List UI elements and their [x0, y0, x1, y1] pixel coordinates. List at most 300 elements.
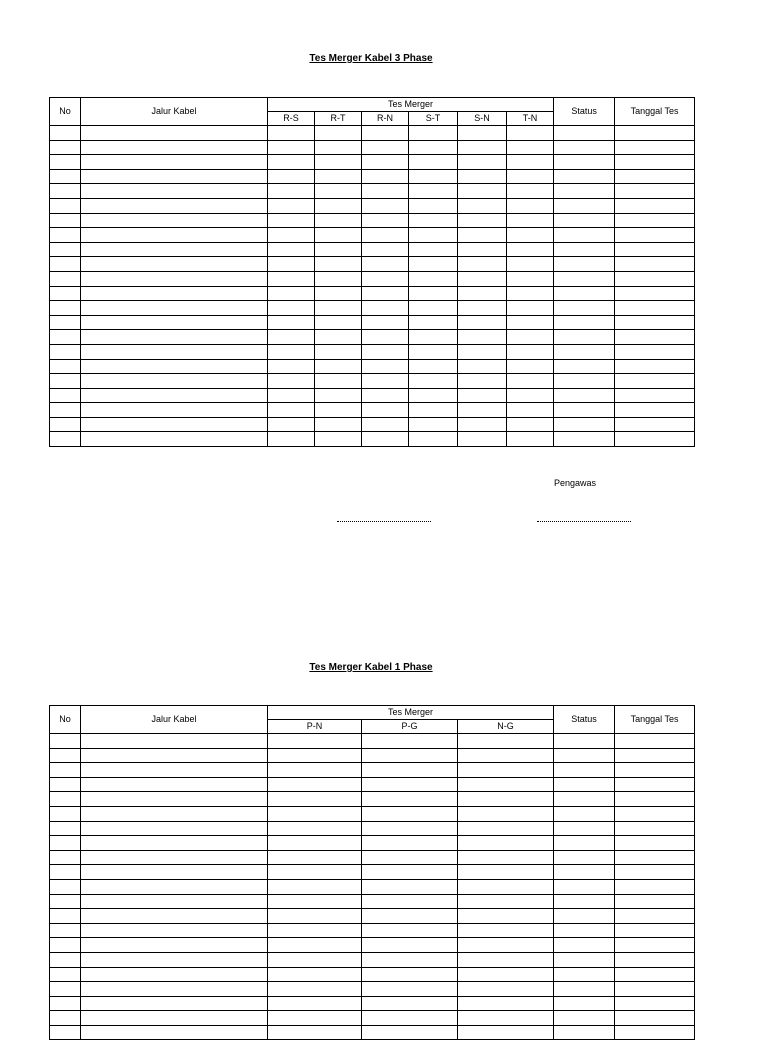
- table-cell[interactable]: [362, 388, 409, 403]
- table-cell[interactable]: [554, 417, 615, 432]
- table-cell[interactable]: [615, 865, 695, 880]
- table-cell[interactable]: [458, 879, 554, 894]
- table-cell[interactable]: [458, 777, 554, 792]
- table-cell[interactable]: [554, 140, 615, 155]
- table-cell[interactable]: [458, 315, 507, 330]
- table-cell[interactable]: [81, 286, 268, 301]
- table-cell[interactable]: [554, 792, 615, 807]
- table-cell[interactable]: [615, 836, 695, 851]
- table-cell[interactable]: [362, 792, 458, 807]
- table-cell[interactable]: [615, 330, 695, 345]
- table-cell[interactable]: [268, 432, 315, 447]
- table-cell[interactable]: [50, 879, 81, 894]
- table-cell[interactable]: [554, 734, 615, 749]
- table-cell[interactable]: [50, 952, 81, 967]
- table-cell[interactable]: [615, 257, 695, 272]
- table-cell[interactable]: [554, 1025, 615, 1040]
- table-cell[interactable]: [554, 982, 615, 997]
- table-cell[interactable]: [81, 359, 268, 374]
- table-cell[interactable]: [615, 894, 695, 909]
- table-cell[interactable]: [554, 763, 615, 778]
- table-cell[interactable]: [554, 198, 615, 213]
- table-cell[interactable]: [81, 403, 268, 418]
- table-cell[interactable]: [81, 213, 268, 228]
- table-cell[interactable]: [615, 982, 695, 997]
- table-cell[interactable]: [554, 952, 615, 967]
- table-cell[interactable]: [458, 1011, 554, 1026]
- table-cell[interactable]: [268, 140, 315, 155]
- table-cell[interactable]: [81, 967, 268, 982]
- table-cell[interactable]: [362, 821, 458, 836]
- table-cell[interactable]: [458, 140, 507, 155]
- table-cell[interactable]: [362, 417, 409, 432]
- table-cell[interactable]: [81, 879, 268, 894]
- table-cell[interactable]: [315, 374, 362, 389]
- table-cell[interactable]: [554, 821, 615, 836]
- table-cell[interactable]: [81, 952, 268, 967]
- table-cell[interactable]: [615, 286, 695, 301]
- table-cell[interactable]: [268, 909, 362, 924]
- table-cell[interactable]: [315, 271, 362, 286]
- table-cell[interactable]: [362, 952, 458, 967]
- table-cell[interactable]: [615, 879, 695, 894]
- table-cell[interactable]: [81, 388, 268, 403]
- table-cell[interactable]: [409, 271, 458, 286]
- table-cell[interactable]: [362, 806, 458, 821]
- table-cell[interactable]: [268, 821, 362, 836]
- table-cell[interactable]: [81, 184, 268, 199]
- table-cell[interactable]: [507, 301, 554, 316]
- table-cell[interactable]: [315, 417, 362, 432]
- table-cell[interactable]: [50, 909, 81, 924]
- table-cell[interactable]: [554, 155, 615, 170]
- table-cell[interactable]: [50, 271, 81, 286]
- table-cell[interactable]: [315, 330, 362, 345]
- table-cell[interactable]: [554, 748, 615, 763]
- table-cell[interactable]: [615, 763, 695, 778]
- table-cell[interactable]: [458, 734, 554, 749]
- table-cell[interactable]: [81, 140, 268, 155]
- table-cell[interactable]: [81, 198, 268, 213]
- table-cell[interactable]: [554, 315, 615, 330]
- table-cell[interactable]: [458, 792, 554, 807]
- table-cell[interactable]: [81, 821, 268, 836]
- table-cell[interactable]: [458, 894, 554, 909]
- table-cell[interactable]: [615, 184, 695, 199]
- table-cell[interactable]: [81, 836, 268, 851]
- table-cell[interactable]: [362, 982, 458, 997]
- table-cell[interactable]: [507, 271, 554, 286]
- table-cell[interactable]: [50, 315, 81, 330]
- table-cell[interactable]: [458, 763, 554, 778]
- table-cell[interactable]: [50, 821, 81, 836]
- table-cell[interactable]: [81, 894, 268, 909]
- table-cell[interactable]: [409, 388, 458, 403]
- table-cell[interactable]: [268, 1025, 362, 1040]
- table-cell[interactable]: [81, 1011, 268, 1026]
- table-cell[interactable]: [458, 330, 507, 345]
- table-cell[interactable]: [554, 879, 615, 894]
- table-cell[interactable]: [50, 967, 81, 982]
- table-cell[interactable]: [409, 359, 458, 374]
- table-cell[interactable]: [50, 836, 81, 851]
- table-cell[interactable]: [362, 865, 458, 880]
- table-cell[interactable]: [362, 836, 458, 851]
- table-cell[interactable]: [81, 169, 268, 184]
- table-cell[interactable]: [458, 821, 554, 836]
- table-cell[interactable]: [615, 923, 695, 938]
- table-cell[interactable]: [615, 155, 695, 170]
- table-cell[interactable]: [362, 967, 458, 982]
- table-cell[interactable]: [362, 213, 409, 228]
- table-cell[interactable]: [615, 228, 695, 243]
- table-cell[interactable]: [50, 894, 81, 909]
- table-cell[interactable]: [315, 257, 362, 272]
- table-cell[interactable]: [615, 850, 695, 865]
- table-cell[interactable]: [554, 374, 615, 389]
- table-cell[interactable]: [50, 938, 81, 953]
- table-cell[interactable]: [362, 315, 409, 330]
- table-cell[interactable]: [409, 417, 458, 432]
- table-cell[interactable]: [554, 909, 615, 924]
- table-cell[interactable]: [50, 198, 81, 213]
- table-cell[interactable]: [81, 228, 268, 243]
- table-cell[interactable]: [458, 836, 554, 851]
- table-cell[interactable]: [409, 228, 458, 243]
- table-cell[interactable]: [362, 777, 458, 792]
- table-cell[interactable]: [409, 126, 458, 141]
- table-cell[interactable]: [458, 748, 554, 763]
- table-cell[interactable]: [507, 286, 554, 301]
- table-cell[interactable]: [409, 403, 458, 418]
- table-cell[interactable]: [458, 155, 507, 170]
- table-cell[interactable]: [268, 198, 315, 213]
- table-cell[interactable]: [554, 432, 615, 447]
- table-cell[interactable]: [409, 140, 458, 155]
- table-cell[interactable]: [81, 417, 268, 432]
- table-cell[interactable]: [615, 344, 695, 359]
- table-cell[interactable]: [81, 242, 268, 257]
- table-cell[interactable]: [81, 850, 268, 865]
- table-cell[interactable]: [554, 850, 615, 865]
- table-cell[interactable]: [50, 374, 81, 389]
- table-cell[interactable]: [50, 806, 81, 821]
- table-cell[interactable]: [315, 344, 362, 359]
- table-cell[interactable]: [50, 228, 81, 243]
- table-cell[interactable]: [554, 330, 615, 345]
- table-cell[interactable]: [315, 359, 362, 374]
- table-cell[interactable]: [458, 996, 554, 1011]
- table-cell[interactable]: [409, 315, 458, 330]
- table-cell[interactable]: [615, 792, 695, 807]
- table-cell[interactable]: [81, 996, 268, 1011]
- table-cell[interactable]: [554, 1011, 615, 1026]
- table-cell[interactable]: [507, 140, 554, 155]
- table-cell[interactable]: [458, 1025, 554, 1040]
- table-cell[interactable]: [50, 982, 81, 997]
- table-cell[interactable]: [50, 155, 81, 170]
- table-cell[interactable]: [615, 1011, 695, 1026]
- table-cell[interactable]: [268, 403, 315, 418]
- table-cell[interactable]: [268, 734, 362, 749]
- table-cell[interactable]: [554, 301, 615, 316]
- table-cell[interactable]: [268, 301, 315, 316]
- table-cell[interactable]: [268, 184, 315, 199]
- table-cell[interactable]: [615, 748, 695, 763]
- table-cell[interactable]: [268, 777, 362, 792]
- table-cell[interactable]: [458, 301, 507, 316]
- table-cell[interactable]: [615, 213, 695, 228]
- table-cell[interactable]: [507, 213, 554, 228]
- table-cell[interactable]: [615, 909, 695, 924]
- table-cell[interactable]: [615, 734, 695, 749]
- table-cell[interactable]: [615, 126, 695, 141]
- table-cell[interactable]: [409, 344, 458, 359]
- table-cell[interactable]: [81, 374, 268, 389]
- table-cell[interactable]: [362, 734, 458, 749]
- table-cell[interactable]: [81, 865, 268, 880]
- table-cell[interactable]: [50, 126, 81, 141]
- table-cell[interactable]: [268, 967, 362, 982]
- table-cell[interactable]: [50, 432, 81, 447]
- table-cell[interactable]: [615, 198, 695, 213]
- table-cell[interactable]: [268, 388, 315, 403]
- table-cell[interactable]: [268, 228, 315, 243]
- table-cell[interactable]: [362, 763, 458, 778]
- table-cell[interactable]: [362, 909, 458, 924]
- table-cell[interactable]: [50, 850, 81, 865]
- table-cell[interactable]: [458, 286, 507, 301]
- table-cell[interactable]: [50, 748, 81, 763]
- table-cell[interactable]: [409, 242, 458, 257]
- table-cell[interactable]: [362, 1025, 458, 1040]
- table-cell[interactable]: [554, 286, 615, 301]
- table-cell[interactable]: [268, 806, 362, 821]
- table-cell[interactable]: [315, 169, 362, 184]
- table-cell[interactable]: [507, 126, 554, 141]
- table-cell[interactable]: [507, 169, 554, 184]
- table-cell[interactable]: [50, 330, 81, 345]
- table-cell[interactable]: [458, 909, 554, 924]
- table-cell[interactable]: [507, 242, 554, 257]
- table-cell[interactable]: [268, 879, 362, 894]
- table-cell[interactable]: [50, 923, 81, 938]
- table-cell[interactable]: [362, 748, 458, 763]
- table-cell[interactable]: [362, 228, 409, 243]
- table-cell[interactable]: [615, 315, 695, 330]
- table-cell[interactable]: [268, 923, 362, 938]
- table-cell[interactable]: [409, 301, 458, 316]
- table-cell[interactable]: [268, 242, 315, 257]
- table-cell[interactable]: [268, 894, 362, 909]
- table-cell[interactable]: [50, 777, 81, 792]
- table-cell[interactable]: [507, 374, 554, 389]
- table-cell[interactable]: [362, 169, 409, 184]
- table-cell[interactable]: [315, 315, 362, 330]
- table-cell[interactable]: [81, 301, 268, 316]
- table-cell[interactable]: [50, 169, 81, 184]
- table-cell[interactable]: [409, 432, 458, 447]
- table-cell[interactable]: [81, 155, 268, 170]
- table-cell[interactable]: [81, 344, 268, 359]
- table-cell[interactable]: [81, 1025, 268, 1040]
- table-cell[interactable]: [507, 330, 554, 345]
- table-cell[interactable]: [458, 952, 554, 967]
- table-cell[interactable]: [268, 850, 362, 865]
- table-cell[interactable]: [50, 792, 81, 807]
- table-cell[interactable]: [81, 923, 268, 938]
- table-cell[interactable]: [615, 403, 695, 418]
- table-cell[interactable]: [50, 734, 81, 749]
- table-cell[interactable]: [615, 967, 695, 982]
- table-cell[interactable]: [615, 359, 695, 374]
- table-cell[interactable]: [315, 198, 362, 213]
- table-cell[interactable]: [362, 923, 458, 938]
- table-cell[interactable]: [268, 1011, 362, 1026]
- table-cell[interactable]: [50, 213, 81, 228]
- table-cell[interactable]: [268, 271, 315, 286]
- table-cell[interactable]: [409, 257, 458, 272]
- table-cell[interactable]: [615, 938, 695, 953]
- table-cell[interactable]: [362, 286, 409, 301]
- table-cell[interactable]: [554, 777, 615, 792]
- table-cell[interactable]: [268, 315, 315, 330]
- table-cell[interactable]: [615, 374, 695, 389]
- table-cell[interactable]: [315, 184, 362, 199]
- table-cell[interactable]: [458, 865, 554, 880]
- table-cell[interactable]: [554, 271, 615, 286]
- table-cell[interactable]: [507, 417, 554, 432]
- table-cell[interactable]: [81, 126, 268, 141]
- table-cell[interactable]: [554, 938, 615, 953]
- table-cell[interactable]: [268, 982, 362, 997]
- table-cell[interactable]: [458, 271, 507, 286]
- table-cell[interactable]: [50, 1011, 81, 1026]
- table-cell[interactable]: [362, 432, 409, 447]
- table-cell[interactable]: [81, 315, 268, 330]
- table-cell[interactable]: [409, 330, 458, 345]
- table-cell[interactable]: [268, 126, 315, 141]
- table-cell[interactable]: [50, 301, 81, 316]
- table-cell[interactable]: [362, 403, 409, 418]
- table-cell[interactable]: [615, 821, 695, 836]
- table-cell[interactable]: [554, 894, 615, 909]
- table-cell[interactable]: [81, 806, 268, 821]
- table-cell[interactable]: [507, 155, 554, 170]
- table-cell[interactable]: [554, 806, 615, 821]
- table-cell[interactable]: [268, 330, 315, 345]
- table-cell[interactable]: [315, 155, 362, 170]
- table-cell[interactable]: [362, 1011, 458, 1026]
- table-cell[interactable]: [315, 286, 362, 301]
- table-cell[interactable]: [409, 184, 458, 199]
- table-cell[interactable]: [268, 169, 315, 184]
- table-cell[interactable]: [615, 952, 695, 967]
- table-cell[interactable]: [50, 286, 81, 301]
- table-cell[interactable]: [458, 938, 554, 953]
- table-cell[interactable]: [615, 417, 695, 432]
- table-cell[interactable]: [315, 432, 362, 447]
- table-cell[interactable]: [554, 967, 615, 982]
- table-cell[interactable]: [50, 1025, 81, 1040]
- table-cell[interactable]: [615, 388, 695, 403]
- table-cell[interactable]: [458, 126, 507, 141]
- table-cell[interactable]: [458, 432, 507, 447]
- table-cell[interactable]: [554, 403, 615, 418]
- table-cell[interactable]: [81, 982, 268, 997]
- table-cell[interactable]: [50, 359, 81, 374]
- table-cell[interactable]: [409, 155, 458, 170]
- table-cell[interactable]: [615, 242, 695, 257]
- table-cell[interactable]: [554, 213, 615, 228]
- table-cell[interactable]: [50, 865, 81, 880]
- table-cell[interactable]: [458, 403, 507, 418]
- table-cell[interactable]: [409, 213, 458, 228]
- table-cell[interactable]: [615, 169, 695, 184]
- table-cell[interactable]: [315, 126, 362, 141]
- table-cell[interactable]: [50, 996, 81, 1011]
- table-cell[interactable]: [362, 301, 409, 316]
- table-cell[interactable]: [507, 198, 554, 213]
- table-cell[interactable]: [362, 257, 409, 272]
- table-cell[interactable]: [615, 140, 695, 155]
- table-cell[interactable]: [50, 344, 81, 359]
- table-cell[interactable]: [458, 967, 554, 982]
- table-cell[interactable]: [554, 359, 615, 374]
- table-cell[interactable]: [81, 271, 268, 286]
- table-cell[interactable]: [268, 865, 362, 880]
- table-cell[interactable]: [81, 938, 268, 953]
- table-cell[interactable]: [362, 198, 409, 213]
- table-cell[interactable]: [268, 359, 315, 374]
- table-cell[interactable]: [507, 432, 554, 447]
- table-cell[interactable]: [50, 242, 81, 257]
- table-cell[interactable]: [409, 169, 458, 184]
- table-cell[interactable]: [268, 952, 362, 967]
- table-cell[interactable]: [50, 417, 81, 432]
- table-cell[interactable]: [458, 344, 507, 359]
- table-cell[interactable]: [507, 388, 554, 403]
- table-cell[interactable]: [554, 228, 615, 243]
- table-cell[interactable]: [615, 432, 695, 447]
- table-cell[interactable]: [615, 271, 695, 286]
- table-cell[interactable]: [81, 748, 268, 763]
- table-cell[interactable]: [268, 763, 362, 778]
- table-cell[interactable]: [268, 792, 362, 807]
- table-cell[interactable]: [554, 388, 615, 403]
- table-cell[interactable]: [268, 748, 362, 763]
- table-cell[interactable]: [458, 388, 507, 403]
- table-cell[interactable]: [268, 344, 315, 359]
- table-cell[interactable]: [458, 198, 507, 213]
- table-cell[interactable]: [81, 432, 268, 447]
- table-cell[interactable]: [268, 996, 362, 1011]
- table-cell[interactable]: [409, 374, 458, 389]
- table-cell[interactable]: [507, 228, 554, 243]
- table-cell[interactable]: [615, 806, 695, 821]
- table-cell[interactable]: [554, 865, 615, 880]
- table-cell[interactable]: [81, 909, 268, 924]
- table-cell[interactable]: [615, 1025, 695, 1040]
- table-cell[interactable]: [507, 257, 554, 272]
- table-cell[interactable]: [315, 228, 362, 243]
- table-cell[interactable]: [362, 894, 458, 909]
- table-cell[interactable]: [268, 374, 315, 389]
- table-cell[interactable]: [458, 184, 507, 199]
- table-cell[interactable]: [554, 242, 615, 257]
- table-cell[interactable]: [458, 213, 507, 228]
- table-cell[interactable]: [50, 763, 81, 778]
